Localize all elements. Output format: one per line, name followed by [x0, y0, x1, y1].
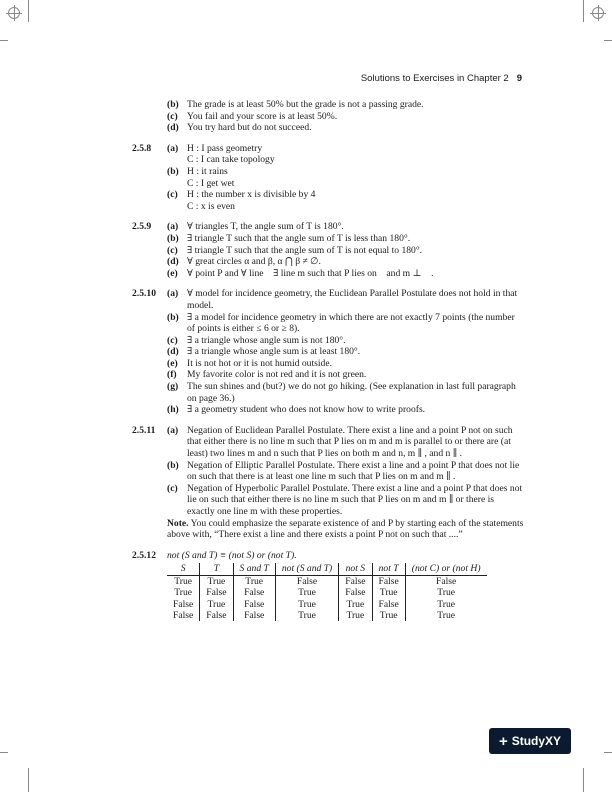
table-cell: True: [233, 575, 275, 587]
list-item: (c) ∃ triangle T such that the angle sum of T is not equal to 180°.: [167, 244, 423, 256]
list-item: (d) You try hard but do not succeed.: [167, 122, 312, 134]
table-cell: False: [275, 575, 338, 587]
list-item: (c) ∃ a triangle whose angle sum is not 180°.: [167, 334, 346, 346]
column-header: not S: [339, 563, 372, 575]
column-header: (not C) or (not H): [405, 563, 486, 575]
table-cell: False: [233, 599, 275, 610]
studyxy-logo: [489, 728, 571, 754]
table-cell: True: [372, 587, 405, 598]
table-row: [167, 599, 487, 610]
list-item: (c) You fail and your score is at least 50%.: [167, 110, 338, 122]
crop-mark: [583, 768, 584, 792]
logo-text: StudyXY: [511, 734, 562, 748]
crop-mark: [604, 40, 612, 41]
table-header-row: [167, 563, 487, 575]
table-cell: True: [174, 587, 193, 599]
column-header: not T: [372, 563, 405, 575]
table-cell: False: [200, 587, 233, 598]
table-cell: False: [339, 587, 372, 598]
table-cell: False: [372, 599, 405, 610]
table-row: [167, 610, 487, 621]
list-item: (c) Negation of Hyperbolic Parallel Postulate. There exist a line and a point P that does not lie on such that either there is no line m such that P lies on m and m ∥ or there is exactly one line m with these properties.: [167, 482, 523, 517]
list-item: (b) The grade is at least 50% but the grade is not a passing grade.: [167, 99, 424, 110]
list-item: (b) ∃ a model for incidence geometry in which there are not exactly 7 points (the number of points is either ≤ 6 or ≥ 8).: [167, 311, 515, 335]
registration-mark-top-right: [592, 7, 604, 19]
exercise-number: 2.5.12: [132, 549, 156, 561]
crop-mark: [28, 0, 29, 22]
table-cell: True: [275, 599, 338, 610]
list-item: (d) ∃ a triangle whose angle sum is at least 180°.: [167, 346, 361, 358]
exercise-continuation: [132, 99, 524, 134]
table-cell: True: [405, 599, 486, 610]
table-cell: True: [200, 599, 233, 610]
solutions-content: [132, 99, 524, 630]
list-item: (e) ∀ point P and ∀ line ∃ line m such that P lies on and m ⊥ .: [167, 267, 434, 279]
list-item: (b) ∃ triangle T such that the angle sum of T is less than 180°.: [167, 232, 411, 244]
exercise-number: 2.5.9: [132, 221, 152, 233]
table-cell: False: [405, 575, 486, 587]
table-row: [167, 575, 487, 587]
table-row: [167, 587, 487, 598]
registration-mark-top-left: [8, 7, 20, 19]
list-item: (c) H : the number x is divisible by 4 C : x is even: [167, 189, 316, 212]
table-cell: False: [339, 575, 372, 587]
list-item: (b) Negation of Elliptic Parallel Postulate. There exist a line and a point P that does not lie on such that there is at least one line m such that P lies on m and m ∥ .: [167, 459, 520, 483]
exercise-number: 2.5.8: [132, 142, 152, 154]
list-item: (f) My favorite color is not red and it is not green.: [167, 369, 367, 381]
list-item: (a) Negation of Euclidean Parallel Postulate. There exist a line and a point P not on such that either there is no line m such that P lies on m and m is parallel to or there are (at least) two lines m and n such that P lies on both m and n, m ∥ , and n ∥ .: [167, 424, 513, 460]
crop-mark: [0, 40, 8, 41]
crop-mark: [604, 752, 612, 753]
list-item: (a) H : I pass geometry C : I can take topology: [167, 142, 275, 166]
running-head: [361, 73, 522, 84]
crop-mark: [583, 0, 584, 22]
table-cell: True: [372, 610, 405, 621]
exercise-2-5-12: [132, 550, 524, 622]
table-cell: True: [275, 610, 338, 621]
table-cell: True: [339, 610, 372, 621]
crop-mark: [28, 768, 29, 792]
table-cell: True: [339, 599, 372, 610]
exercise-2-5-10: [132, 288, 524, 416]
table-cell: False: [233, 610, 275, 621]
column-header: T: [200, 563, 233, 575]
list-item: (h) ∃ a geometry student who does not know how to write proofs.: [167, 404, 426, 416]
plus-icon: +: [498, 732, 508, 750]
table-cell: False: [233, 587, 275, 598]
equivalence-statement: not (S and T) ≡ (not S) or (not T).: [167, 549, 297, 561]
list-item: (b) H : it rains C : I get wet: [167, 165, 235, 189]
chapter-title: Solutions to Exercises in Chapter 2: [360, 73, 509, 84]
column-header: S and T: [233, 563, 275, 575]
exercise-number: 2.5.10: [132, 288, 156, 300]
truth-table: [167, 563, 487, 621]
table-cell: False: [200, 610, 233, 621]
list-item: (a) ∀ model for incidence geometry, the Euclidean Parallel Postulate does not hold in that model.: [167, 288, 518, 311]
note: Note. You could emphasize the separate existence of and P by starting each of the statements above with, “There exist a line and there exists a point P not on such that ....”: [167, 517, 524, 541]
column-header: S: [167, 563, 200, 575]
table-cell: False: [372, 575, 405, 587]
exercise-number: 2.5.11: [132, 424, 156, 436]
table-cell: True: [174, 575, 193, 587]
table-cell: False: [173, 598, 194, 610]
column-header: not (S and T): [275, 563, 338, 575]
table-cell: True: [200, 575, 233, 587]
exercise-2-5-8: [132, 143, 524, 213]
page-number: 9: [516, 73, 522, 84]
list-item: (e) It is not hot or it is not humid outside.: [167, 357, 332, 369]
exercise-2-5-11: [132, 425, 524, 541]
list-item: (d) ∀ great circles α and β, α ⋂ β ≠ ∅.: [167, 256, 321, 268]
table-cell: True: [275, 587, 338, 598]
crop-mark: [0, 752, 8, 753]
table-cell: True: [405, 610, 486, 621]
table-cell: False: [173, 610, 194, 621]
exercise-2-5-9: [132, 221, 524, 279]
list-item: (g) The sun shines and (but?) we do not go hiking. (See explanation in last full paragraph on page 36.): [167, 381, 516, 404]
table-cell: True: [405, 587, 486, 598]
list-item: (a) ∀ triangles T, the angle sum of T is 180°.: [167, 221, 344, 233]
